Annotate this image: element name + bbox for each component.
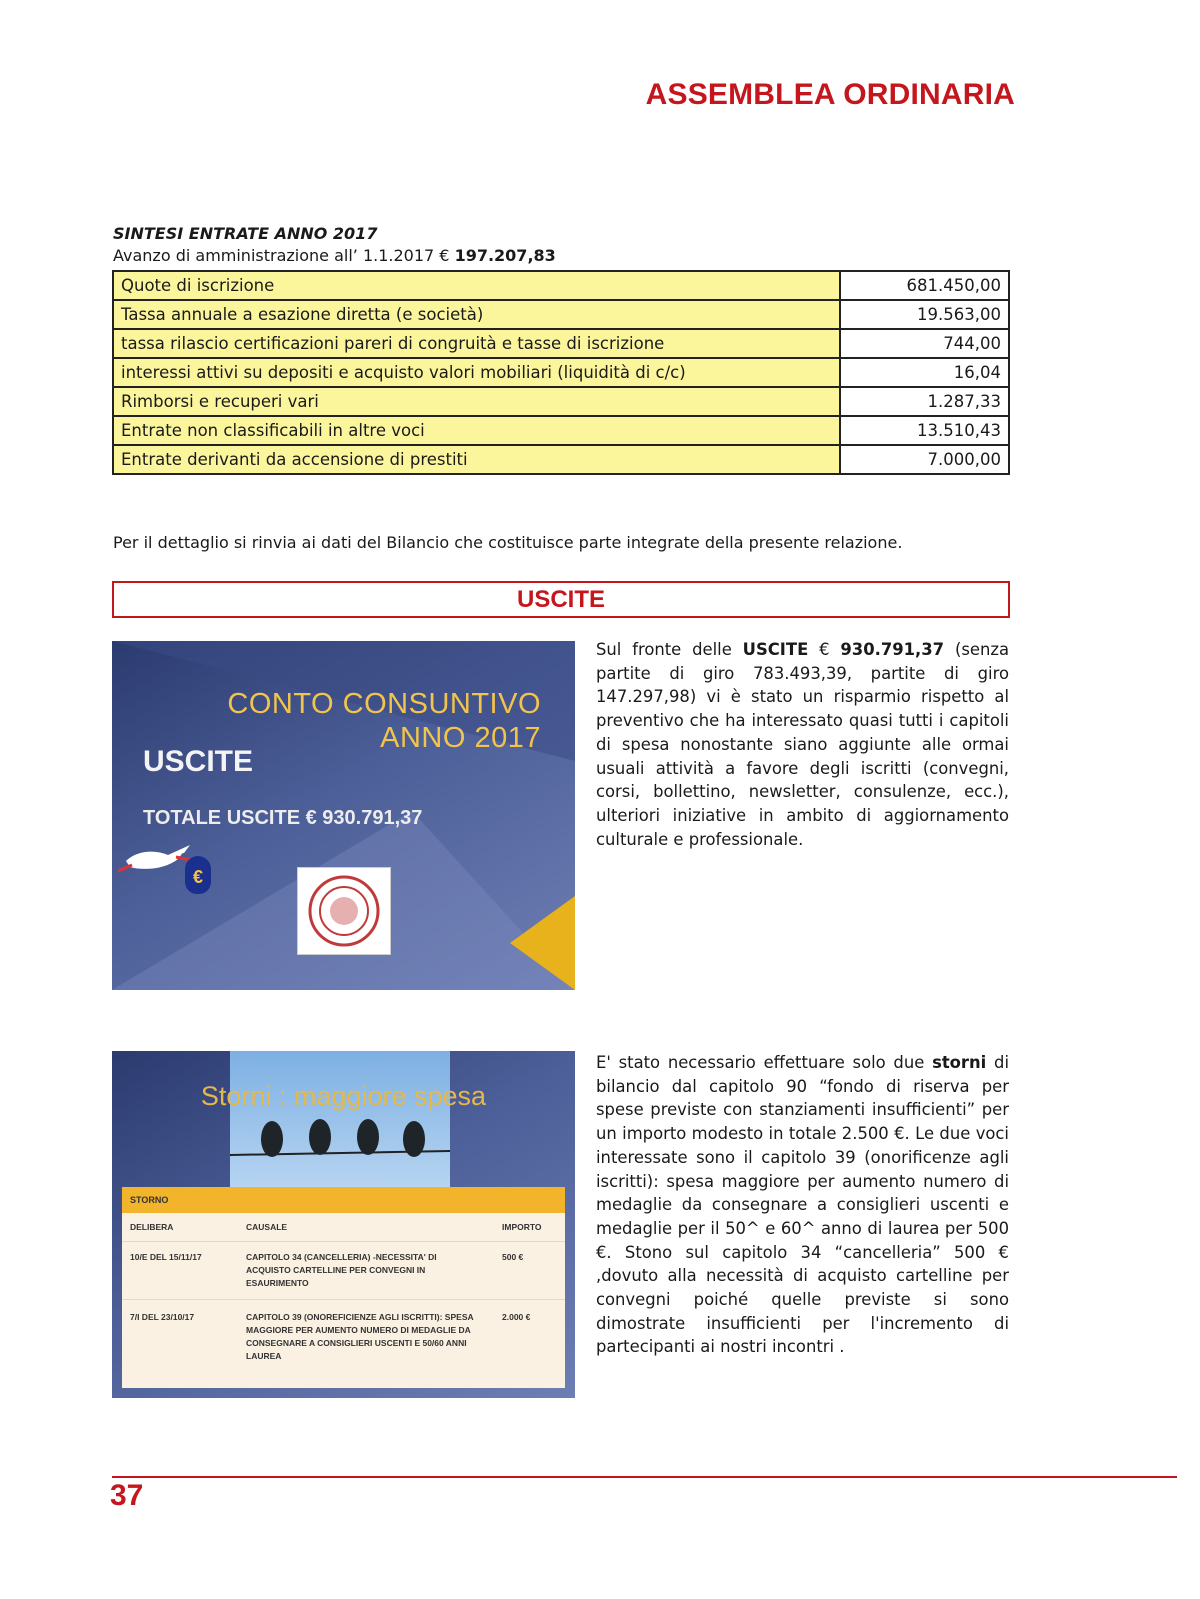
row1-delibera: 10/E DEL 15/11/17 [130, 1252, 202, 1262]
entrate-table [112, 270, 1010, 475]
table-row [113, 329, 1009, 358]
entrate-intro [113, 223, 1013, 267]
storni-table-header: STORNO [122, 1187, 565, 1213]
row-value: 19.563,00 [840, 300, 1009, 329]
row2-importo: 2.000 € [502, 1312, 531, 1322]
row-label: Rimborsi e recuperi vari [113, 387, 840, 416]
slide1-totale: TOTALE USCITE € 930.791,37 [143, 807, 423, 829]
uscite-heading: USCITE [112, 581, 1010, 618]
row-value: 681.450,00 [840, 271, 1009, 300]
slide1-subtitle: USCITE [143, 745, 254, 778]
row-value: 7.000,00 [840, 445, 1009, 474]
page-header-title: ASSEMBLEA ORDINARIA [645, 78, 1015, 111]
birds-on-wire-icon [230, 1051, 450, 1187]
uscite-paragraph: Sul fronte delle USCITE € 930.791,37 (senza partite di giro 783.493,39, partite di giro 147.297,98) vi è stato un risparmio rispetto al preventivo che ha interessato quasi tutti i capitoli di spesa nonostante siano aggiunte alle ormai usuali attività a favore degli iscritti (convegni, corsi, bollettino, newsletter, consulenze, ecc.), ulteriori iniziative in ambito di aggiornamento culturale e professionale. [596, 640, 1009, 849]
col-importo: IMPORTO [502, 1222, 542, 1232]
row1-causale: CAPITOLO 34 (CANCELLERIA) -NECESSITA' DI ACQUISTO CARTELLINE PER CONVEGNI IN ESAURIMENTO [246, 1252, 437, 1288]
row2-delibera: 7/I DEL 23/10/17 [130, 1312, 195, 1322]
col-delibera: DELIBERA [130, 1222, 174, 1232]
row-label: Tassa annuale a esazione diretta (e società) [113, 300, 840, 329]
slide1-title: CONTO CONSUNTIVO ANNO 2017 [227, 688, 541, 754]
seal-icon [298, 868, 390, 954]
col-causale: CAUSALE [246, 1222, 288, 1232]
row-label: Quote di iscrizione [113, 271, 840, 300]
footer-rule [112, 1476, 1177, 1478]
entrate-title: SINTESI ENTRATE ANNO 2017 [113, 224, 378, 243]
slide-conto-consuntivo [112, 641, 575, 990]
table-row [113, 358, 1009, 387]
table-row [113, 387, 1009, 416]
avanzo-value: 197.207,83 [454, 246, 556, 265]
order-seal-logo [297, 867, 391, 955]
slide-storni [112, 1051, 575, 1398]
table-row [113, 445, 1009, 474]
row-label: interessi attivi su depositi e acquisto valori mobiliari (liquidità di c/c) [113, 358, 840, 387]
bilancio-note: Per il dettaglio si rinvia ai dati del Bilancio che costituisce parte integrate della presente relazione. [113, 533, 903, 552]
avanzo-label: Avanzo di amministrazione all’ 1.1.2017 € [113, 246, 450, 265]
table-row [113, 416, 1009, 445]
row-value: 1.287,33 [840, 387, 1009, 416]
row-label: Entrate derivanti da accensione di prestiti [113, 445, 840, 474]
row-label: tassa rilascio certificazioni pareri di congruità e tasse di iscrizione [113, 329, 840, 358]
avanzo-line [113, 245, 1013, 267]
row-value: 16,04 [840, 358, 1009, 387]
storni-paragraph: E' stato necessario effettuare solo due storni di bilancio dal capitolo 90 “fondo di riserva per spese previste con stanziamenti insufficienti” per un importo modesto in totale 2.500 €. Le due voci interessate sono il capitolo 39 (onorificenze agli iscritti): spesa maggiore per aumento numero di medaglie da consegnare a consiglieri uscenti e medaglie per il 50^ e 60^ anno di laurea per 500 €. Stono sul capitolo 34 “cancelleria” 500 € ,dovuto alla necessità di acquisto cartelline per convegni poiché quelle previste si sono dimostrate insufficienti per l'incremento di partecipanti ai nostri incontri . [596, 1053, 1010, 1357]
row1-importo: 500 € [502, 1252, 524, 1262]
slide2-title: Storni : maggiore spesa [200, 1081, 487, 1111]
row-value: 744,00 [840, 329, 1009, 358]
euro-bag-icon: € [185, 856, 211, 894]
row-value: 13.510,43 [840, 416, 1009, 445]
table-row [113, 300, 1009, 329]
row2-causale: CAPITOLO 39 (ONOREFICIENZE AGLI ISCRITTI): SPESA MAGGIORE PER AUMENTO NUMERO DI MEDAGLIE DA CONSEGNARE A CONSIGLIERI USCENTI E 50/60 ANNI LAUREA [246, 1312, 474, 1361]
table-row [113, 271, 1009, 300]
birds-photo [230, 1051, 450, 1187]
row-label: Entrate non classificabili in altre voci [113, 416, 840, 445]
page-number: 37 [110, 1479, 144, 1512]
storni-table [122, 1187, 565, 1388]
